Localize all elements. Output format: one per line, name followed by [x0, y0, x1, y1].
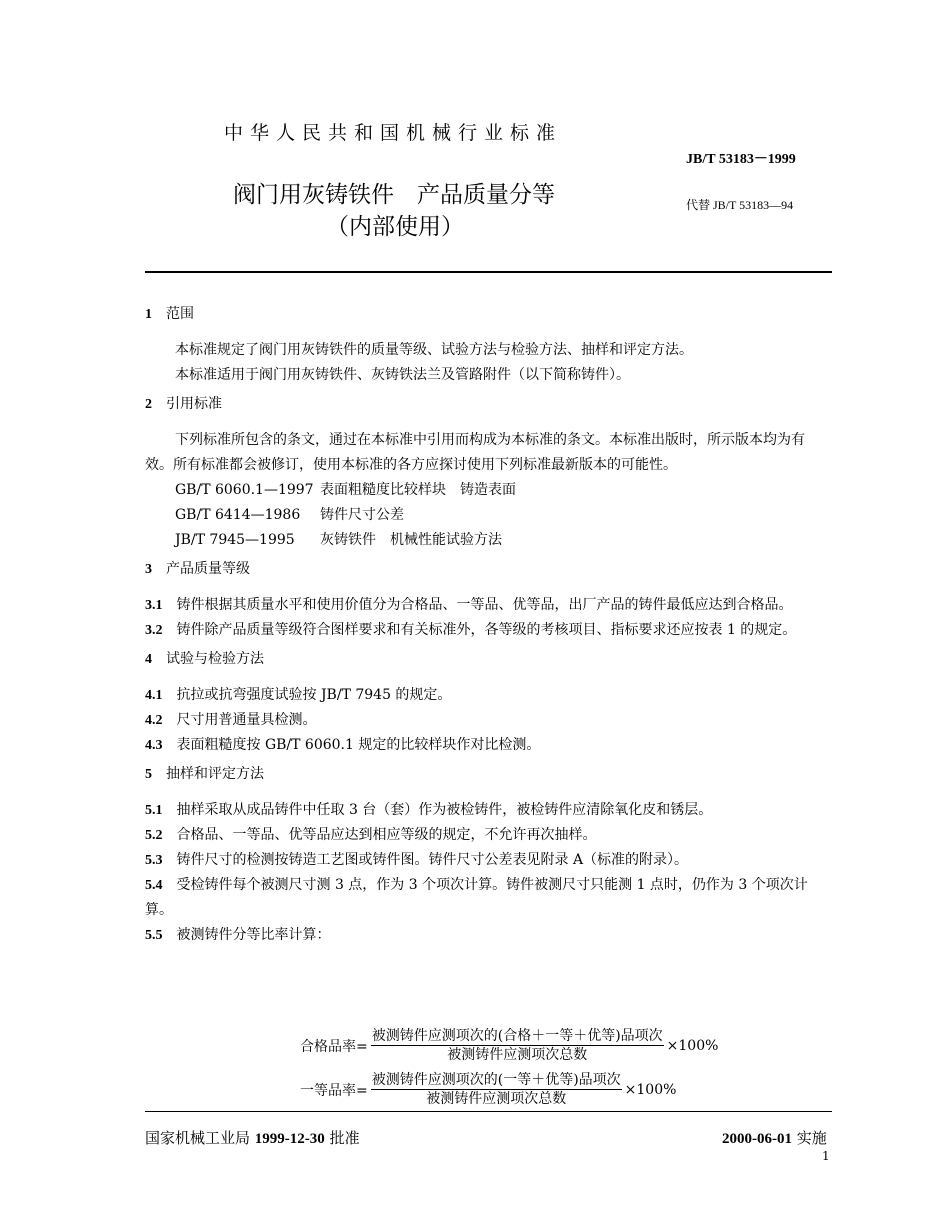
document-body — [145, 300, 832, 948]
section-heading: 3 产品质量等级 — [145, 561, 250, 577]
section-heading: 2 引用标准 — [145, 396, 222, 412]
issuing-body: 中华人民共和国机械行业标准 — [224, 122, 563, 144]
reference-item: JB/T 7945—1995 灰铸铁件 机械性能试验方法 — [175, 532, 502, 548]
section-heading: 5 抽样和评定方法 — [145, 766, 264, 782]
clause: 5.3 铸件尺寸的检测按铸造工艺图或铸件图。铸件尺寸公差表见附录 A（标准的附录）。 — [145, 852, 689, 868]
paragraph: 本标准适用于阀门用灰铸铁件、灰铸铁法兰及管路附件（以下简称铸件）。 — [175, 367, 630, 383]
document-subtitle: （内部使用） — [326, 214, 464, 240]
implementation-line: 2000-06-01 实施 — [722, 1129, 827, 1147]
clause: 3.2 铸件除产品质量等级符合图样要求和有关标准外，各等级的考核项目、指标要求还应按表 1 的规定。 — [145, 622, 797, 638]
formula-factor: ×100% — [666, 1037, 719, 1054]
approval-line: 国家机械工业局 1999-12-30 批准 — [145, 1129, 360, 1147]
formula-label: 一等品率= — [300, 1082, 368, 1099]
formula-qualified-rate — [300, 1027, 718, 1064]
reference-item: GB/T 6414—1986 铸件尺寸公差 — [175, 507, 404, 523]
formula-label: 合格品率= — [300, 1038, 368, 1055]
document-title: 阀门用灰铸铁件 产品质量分等 — [233, 182, 555, 208]
footer-rule — [145, 1111, 832, 1112]
clause: 4.1 抗拉或抗弯强度试验按 JB/T 7945 的规定。 — [145, 687, 452, 703]
clause: 4.2 尺寸用普通量具检测。 — [145, 712, 317, 728]
denominator: 被测铸件应测项次总数 — [426, 1091, 567, 1107]
clause: 5.5 被测铸件分等比率计算： — [145, 927, 331, 943]
numerator: 被测铸件应测项次的(一等＋优等)品项次 — [371, 1072, 621, 1088]
clause: 5.2 合格品、一等品、优等品应达到相应等级的规定，不允许再次抽样。 — [145, 827, 597, 843]
paragraph: 下列标准所包含的条文，通过在本标准中引用而构成为本标准的条文。本标准出版时，所示版本均为有效。所有标准都会被修订，使用本标准的各方应探讨使用下列标准最新版本的可能性。 — [145, 432, 805, 473]
formula-factor: ×100% — [624, 1081, 677, 1098]
fraction — [371, 1027, 664, 1064]
clause: 3.1 铸件根据其质量水平和使用价值分为合格品、一等品、优等品，出厂产品的铸件最低应达到合格品。 — [145, 597, 793, 613]
impl-date: 2000-06-01 — [722, 1131, 792, 1147]
paragraph: 本标准规定了阀门用灰铸铁件的质量等级、试验方法与检验方法、抽样和评定方法。 — [175, 342, 693, 358]
denominator: 被测铸件应测项次总数 — [447, 1047, 588, 1063]
replaces-note: 代替 JB/T 53183—94 — [686, 198, 794, 212]
clause: 5.4 受检铸件每个被测尺寸测 3 点，作为 3 个项次计算。铸件被测尺寸只能测 1 点时，仍作为 3 个项次计算。 — [145, 877, 808, 918]
section-heading: 1 范围 — [145, 306, 194, 322]
standard-code: JB/T 53183－1999 — [686, 152, 796, 167]
section-heading: 4 试验与检验方法 — [145, 651, 264, 667]
fraction — [371, 1071, 622, 1108]
clause: 4.3 表面粗糙度按 GB/T 6060.1 规定的比较样块作对比检测。 — [145, 737, 541, 753]
approve-date: 1999-12-30 — [254, 1131, 325, 1147]
header-rule — [145, 271, 832, 273]
clause: 5.1 抽样采取从成品铸件中任取 3 台（套）作为被检铸件，被检铸件应清除氧化皮和锈层。 — [145, 802, 713, 818]
formula-first-class-rate — [300, 1071, 676, 1108]
page-number: 1 — [822, 1149, 830, 1163]
numerator: 被测铸件应测项次的(合格＋一等＋优等)品项次 — [371, 1028, 663, 1044]
reference-item: GB/T 6060.1—1997 表面粗糙度比较样块 铸造表面 — [175, 482, 516, 498]
